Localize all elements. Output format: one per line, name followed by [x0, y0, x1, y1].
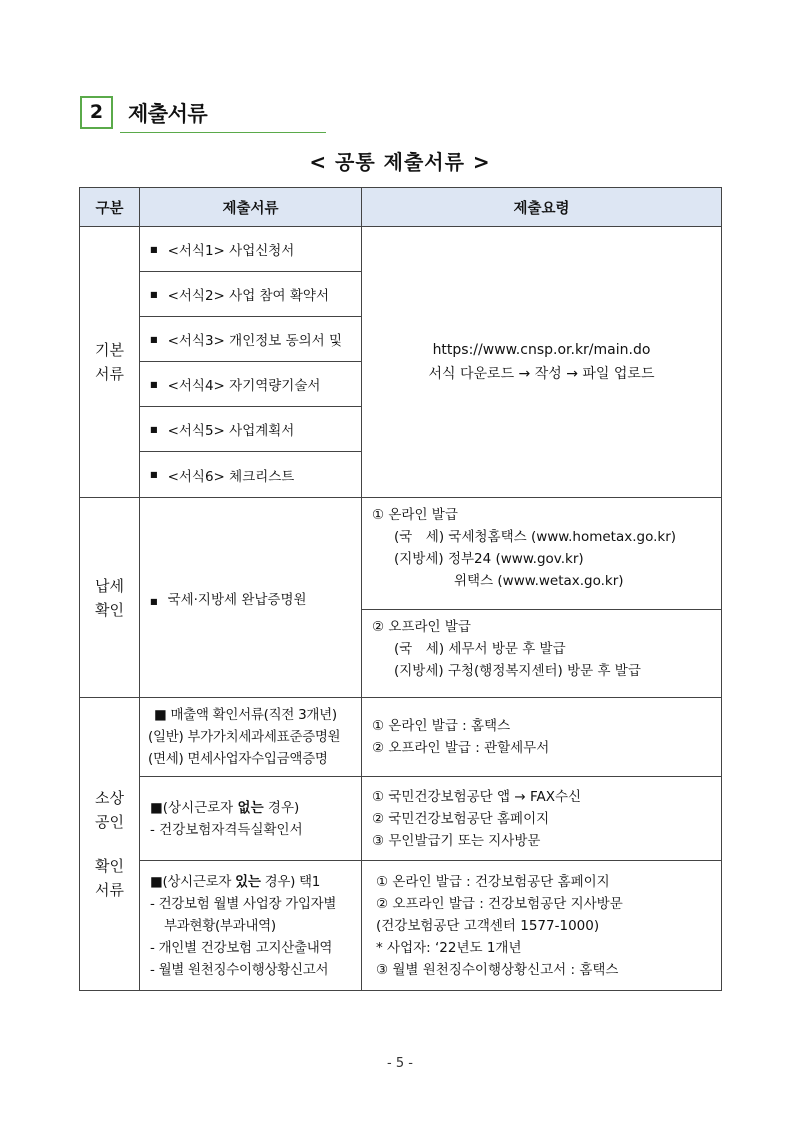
category-line: 확인 — [95, 600, 124, 619]
doc-emphasis: 없는 — [237, 799, 264, 816]
tax-line: (지방세) 구청(행정복지센터) 방문 후 발급 — [394, 663, 641, 679]
table-header-row — [80, 188, 722, 227]
tax-online — [362, 498, 722, 610]
tax-doc — [140, 498, 362, 698]
offline-title: ② 오프라인 발급 — [372, 619, 471, 635]
table-row-tax — [80, 498, 722, 610]
doc-line — [150, 871, 351, 893]
category-line: 기본 — [95, 341, 124, 359]
documents-table — [79, 187, 722, 991]
no-employee-docs — [140, 777, 362, 861]
bullet-icon: ■ — [150, 379, 158, 389]
category-small-business — [80, 698, 140, 991]
header-category: 구분 — [80, 188, 140, 227]
basic-method — [362, 227, 722, 498]
item-label: <서식5> 사업계획서 — [167, 423, 295, 439]
method-line: ③ 월별 원천징수이행상황신고서 : 홈택스 — [376, 961, 619, 978]
list-item — [140, 317, 361, 362]
doc-line: - 월별 원천징수이행상황신고서 — [150, 961, 329, 978]
category-basic — [80, 227, 140, 498]
sales-docs — [140, 698, 362, 777]
category-line: 납세 — [95, 576, 124, 595]
list-item — [140, 272, 361, 317]
doc-line: 부과현황(부과내역) — [164, 917, 276, 934]
item-label: 국세·지방세 완납증명원 — [167, 591, 307, 608]
doc-line — [150, 797, 351, 819]
method-line: ② 국민건강보험공단 홈페이지 — [372, 810, 550, 827]
doc-line: (일반) 부가가치세과세표준증명원 — [148, 729, 341, 745]
table-row-basic — [80, 227, 722, 498]
bullet-icon: ■ — [150, 596, 158, 606]
method-line: ③ 무인발급기 또는 지사방문 — [372, 832, 541, 849]
table-title: < 공통 제출서류 > — [309, 150, 491, 174]
doc-text: 경우) 택1 — [260, 873, 321, 890]
doc-text: 경우) — [263, 799, 300, 816]
item-label: <서식2> 사업 참여 확약서 — [167, 288, 330, 304]
item-label: <서식4> 자기역량기술서 — [167, 378, 321, 394]
category-line: 공인 — [95, 813, 124, 831]
list-item — [140, 407, 361, 452]
category-line: 확인 — [95, 857, 124, 875]
method-line: (건강보험공단 고객센터 1577-1000) — [376, 917, 600, 934]
doc-text: ■(상시근로자 — [150, 799, 238, 816]
doc-emphasis: 있는 — [235, 873, 261, 890]
item-label: <서식6> 체크리스트 — [167, 468, 295, 485]
tax-line: (국 세) 세무서 방문 후 발급 — [394, 641, 566, 657]
table-row-no-employee — [80, 777, 722, 861]
bullet-icon: ■ — [150, 244, 158, 254]
doc-text: ■(상시근로자 — [150, 873, 236, 890]
item-label: <서식3> 개인정보 동의서 및 — [167, 333, 343, 349]
doc-line: - 건강보험자격득실확인서 — [150, 821, 303, 838]
section-number: 2 — [80, 96, 113, 129]
method-line: * 사업자: ‘22년도 1개년 — [376, 939, 522, 956]
doc-line: - 건강보험 월별 사업장 가입자별 — [150, 895, 337, 912]
category-line: 소상 — [95, 789, 124, 807]
section-title: 제출서류 — [128, 102, 208, 126]
bullet-icon: ■ — [150, 334, 158, 344]
section-underline — [120, 132, 326, 133]
doc-line: (면세) 면세사업자수입금액증명 — [148, 751, 328, 767]
list-item — [140, 227, 361, 272]
bullet-icon: ■ — [150, 470, 158, 479]
basic-docs-list — [140, 227, 362, 498]
tax-line: (지방세) 정부24 (www.gov.kr) — [394, 551, 584, 567]
method-steps: 서식 다운로드 → 작성 → 파일 업로드 — [428, 366, 655, 382]
item-label: <서식1> 사업신청서 — [167, 243, 295, 259]
with-employee-method — [362, 861, 722, 991]
tax-line: (국 세) 국세청홈택스 (www.hometax.go.kr) — [394, 529, 677, 545]
header-documents: 제출서류 — [140, 188, 362, 227]
list-item — [140, 362, 361, 407]
table-row-with-employee — [80, 861, 722, 991]
tax-offline — [362, 610, 722, 698]
method-line: ② 오프라인 발급 : 건강보험공단 지사방문 — [376, 895, 623, 912]
header-method: 제출요령 — [362, 188, 722, 227]
sales-method — [362, 698, 722, 777]
method-line: ① 온라인 발급 : 홈택스 — [372, 718, 511, 734]
list-item — [140, 452, 361, 497]
section-heading — [80, 96, 328, 136]
no-employee-method — [362, 777, 722, 861]
method-line: ① 온라인 발급 : 건강보험공단 홈페이지 — [376, 873, 610, 890]
category-tax — [80, 498, 140, 698]
table-row-sales — [80, 698, 722, 777]
tax-line: 위택스 (www.wetax.go.kr) — [454, 573, 624, 589]
doc-line: - 개인별 건강보험 고지산출내역 — [150, 939, 333, 956]
method-line: ① 국민건강보험공단 앱 → FAX수신 — [372, 788, 582, 805]
bullet-icon: ■ — [150, 424, 158, 434]
category-spacer — [80, 834, 139, 854]
online-title: ① 온라인 발급 — [372, 507, 458, 523]
cnsp-url: https://www.cnsp.or.kr/main.do — [432, 342, 651, 358]
doc-line: ■ 매출액 확인서류(직전 3개년) — [154, 707, 337, 723]
bullet-icon: ■ — [150, 289, 158, 299]
page-number: - 5 - — [387, 1056, 413, 1071]
with-employee-docs — [140, 861, 362, 991]
method-line: ② 오프라인 발급 : 관할세무서 — [372, 740, 550, 756]
category-line: 서류 — [95, 365, 124, 383]
category-line: 서류 — [95, 881, 124, 899]
